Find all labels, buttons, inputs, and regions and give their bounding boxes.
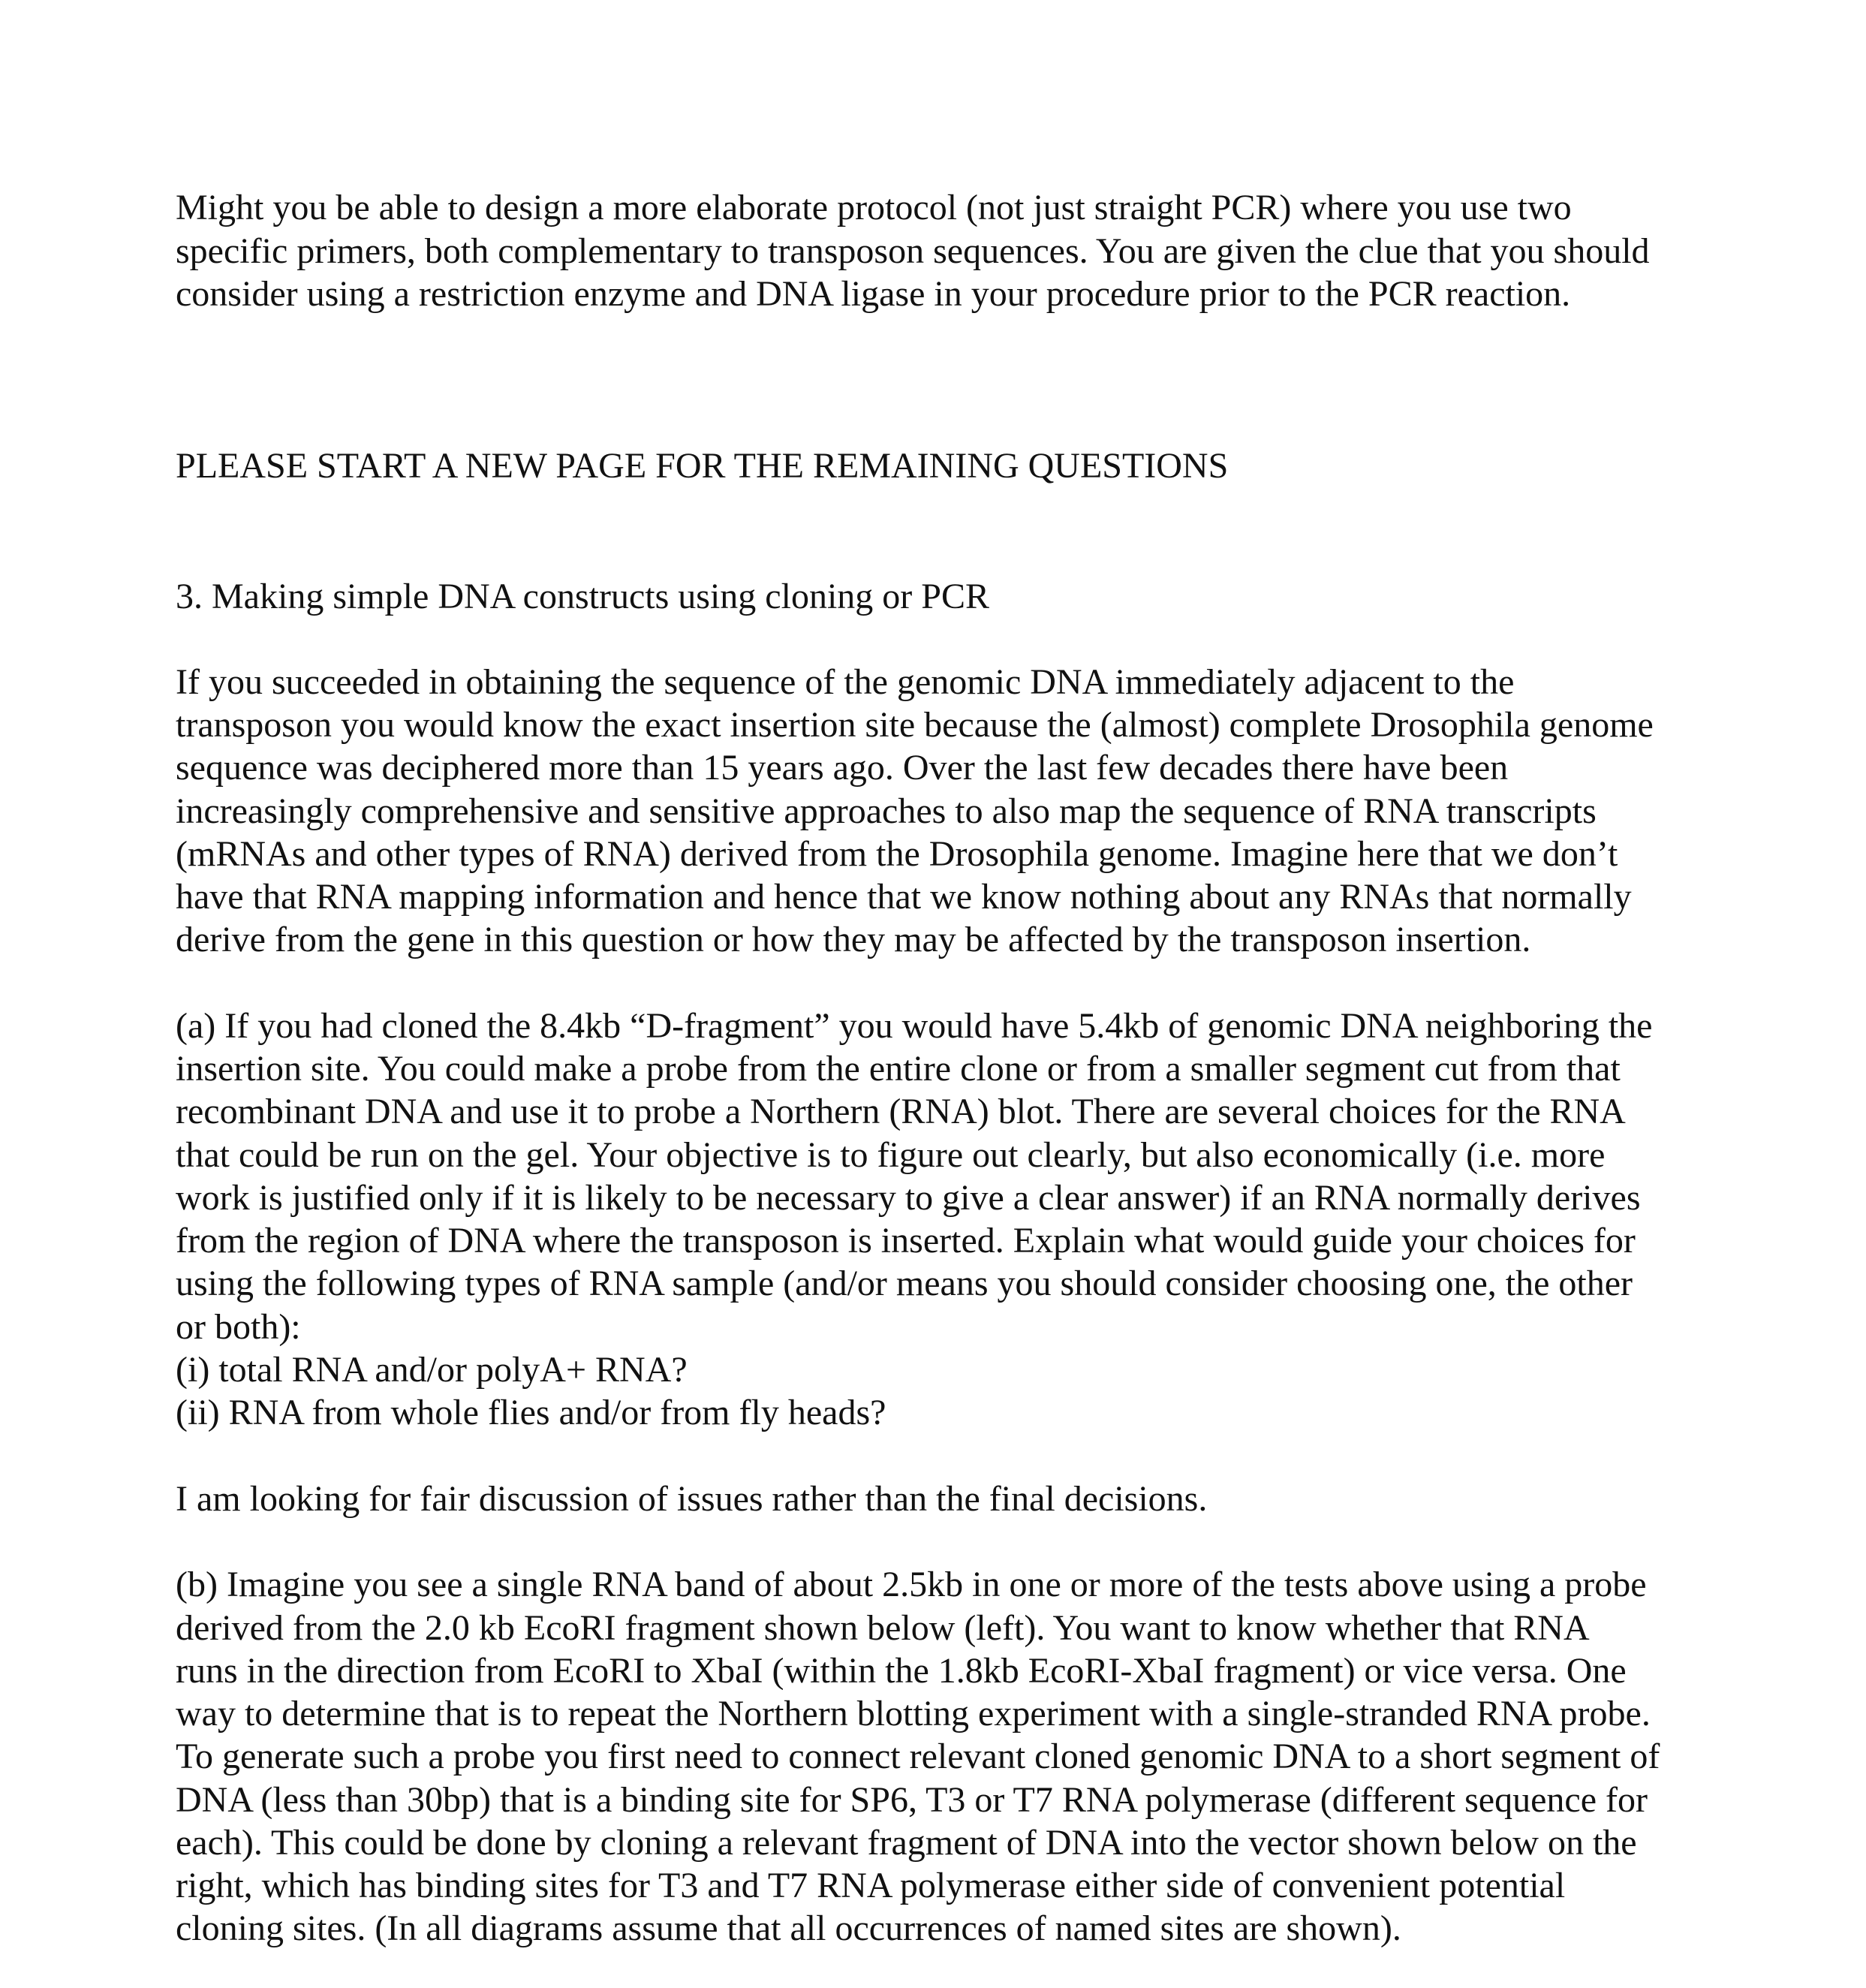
new-page-notice: PLEASE START A NEW PAGE FOR THE REMAINING QUESTIONS <box>176 446 1229 486</box>
text-line: DNA (less than 30bp) that is a binding site for SP6, T3 or T7 RNA polymerase (different sequence for <box>176 1780 1648 1820</box>
text-line: derived from the 2.0 kb EcoRI fragment shown below (left). You want to know whether that RNA <box>176 1608 1590 1648</box>
text-line: cloning sites. (In all diagrams assume that all occurrences of named sites are shown). <box>176 1908 1401 1948</box>
text-line: derive from the gene in this question or how they may be affected by the transposon insertion. <box>176 920 1531 959</box>
text-line: from the region of DNA where the transposon is inserted. Explain what would guide your choices for <box>176 1221 1636 1261</box>
grading-note: I am looking for fair discussion of issues rather than the final decisions. <box>176 1479 1208 1519</box>
text-line: transposon you would know the exact insertion site because the (almost) complete Drosophila genome <box>176 705 1654 745</box>
text-line: consider using a restriction enzyme and DNA ligase in your procedure prior to the PCR reaction. <box>176 274 1571 314</box>
text-line: work is justified only if it is likely to be necessary to give a clear answer) if an RNA normally derives <box>176 1178 1641 1218</box>
text-line: or both): <box>176 1307 301 1347</box>
text-line: Might you be able to design a more elaborate protocol (not just straight PCR) where you use two <box>176 188 1572 227</box>
text-line: (mRNAs and other types of RNA) derived from the Drosophila genome. Imagine here that we don’t <box>176 834 1618 874</box>
sub-question-ii: (ii) RNA from whole flies and/or from fly heads? <box>176 1393 886 1432</box>
text-line: increasingly comprehensive and sensitive approaches to also map the sequence of RNA transcripts <box>176 791 1597 831</box>
text-line: (a) If you had cloned the 8.4kb “D-fragment” you would have 5.4kb of genomic DNA neighboring the <box>176 1006 1653 1046</box>
question-3-heading: 3. Making simple DNA constructs using cloning or PCR <box>176 577 989 616</box>
text-line: sequence was deciphered more than 15 years ago. Over the last few decades there have been <box>176 748 1509 788</box>
text-line: recombinant DNA and use it to probe a Northern (RNA) blot. There are several choices for the RNA <box>176 1092 1626 1131</box>
text-line: specific primers, both complementary to transposon sequences. You are given the clue that you should <box>176 231 1650 271</box>
text-line: To generate such a probe you first need to connect relevant cloned genomic DNA to a short segment of <box>176 1736 1660 1776</box>
text-line: runs in the direction from EcoRI to XbaI (within the 1.8kb EcoRI-XbaI fragment) or vice versa. One <box>176 1651 1627 1691</box>
text-line: using the following types of RNA sample (and/or means you should consider choosing one, the other <box>176 1264 1633 1303</box>
text-line: right, which has binding sites for T3 and T7 RNA polymerase either side of convenient potential <box>176 1866 1566 1905</box>
text-line: If you succeeded in obtaining the sequence of the genomic DNA immediately adjacent to the <box>176 662 1515 702</box>
text-line: each). This could be done by cloning a relevant fragment of DNA into the vector shown below on the <box>176 1823 1637 1863</box>
text-line: insertion site. You could make a probe from the entire clone or from a smaller segment cut from that <box>176 1049 1621 1089</box>
sub-question-i: (i) total RNA and/or polyA+ RNA? <box>176 1350 688 1390</box>
text-line: (b) Imagine you see a single RNA band of about 2.5kb in one or more of the tests above using a probe <box>176 1565 1647 1604</box>
text-line: have that RNA mapping information and hence that we know nothing about any RNAs that normally <box>176 877 1632 917</box>
text-line: that could be run on the gel. Your objective is to figure out clearly, but also economically (i.e. more <box>176 1135 1606 1175</box>
text-line: way to determine that is to repeat the Northern blotting experiment with a single-stranded RNA probe. <box>176 1694 1651 1733</box>
